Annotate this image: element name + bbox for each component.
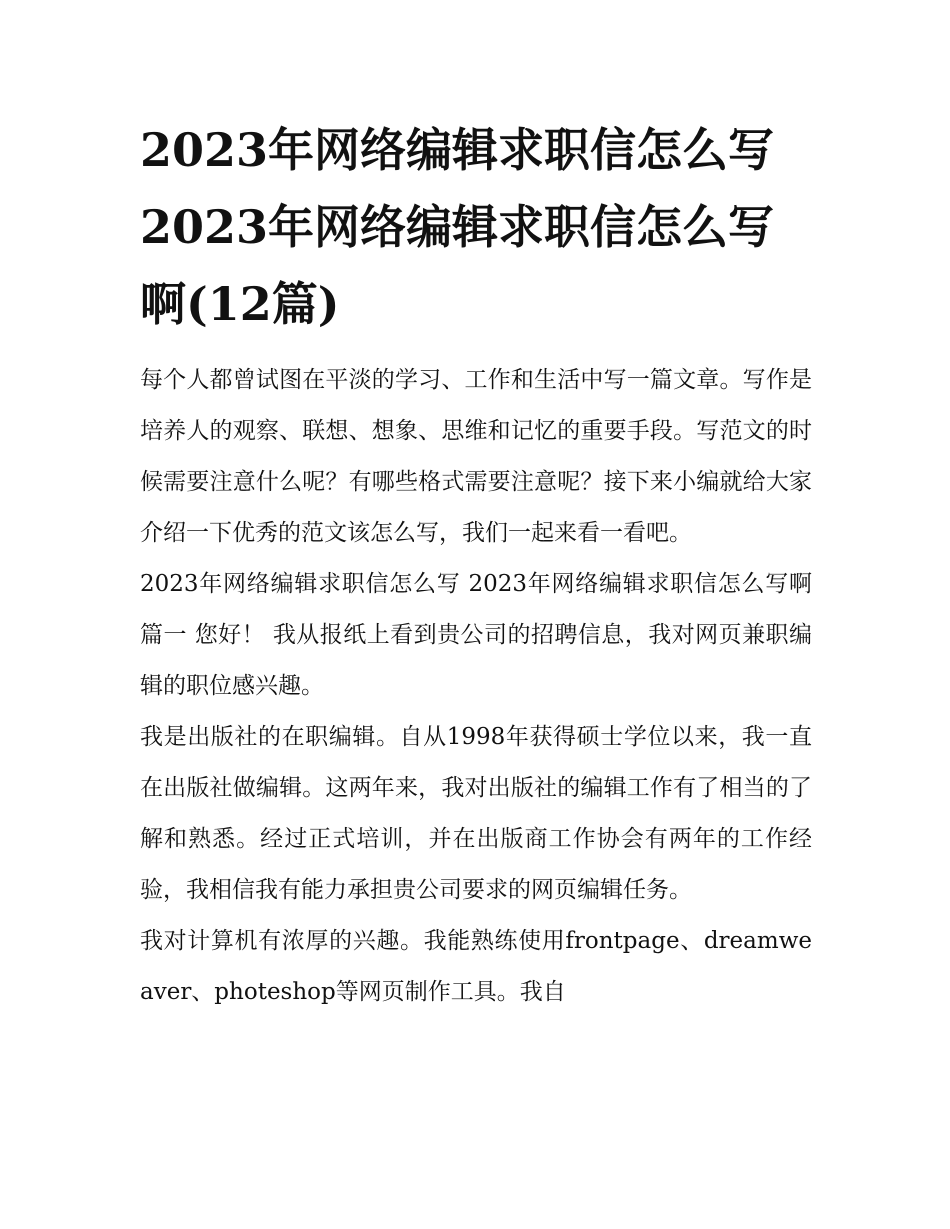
paragraph-experience: 我是出版社的在职编辑。自从1998年获得硕士学位以来，我一直在出版社做编辑。这两年来，我对出版社的编辑工作有了相当的了解和熟悉。经过正式培训，并在出版商工作协会有两年的工作经验，我相信我有能力承担贵公司要求的网页编辑任务。 <box>140 724 812 903</box>
document-title: 2023年网络编辑求职信怎么写 2023年网络编辑求职信怎么写啊(12篇) <box>140 123 775 331</box>
paragraph-intro: 每个人都曾试图在平淡的学习、工作和生活中写一篇文章。写作是培养人的观察、联想、想象、思维和记忆的重要手段。写范文的时候需要注意什么呢？有哪些格式需要注意呢？接下来小编就给大家介绍一下优秀的范文该怎么写，我们一起来看一看吧。 <box>140 367 812 546</box>
paragraph-greeting: 2023年网络编辑求职信怎么写 2023年网络编辑求职信怎么写啊篇一 您好！ 我从报纸上看到贵公司的招聘信息，我对网页兼职编辑的职位感兴趣。 <box>140 571 812 699</box>
paragraph-skills: 我对计算机有浓厚的兴趣。我能熟练使用frontpage、dreamweaver、photeshop等网页制作工具。我自 <box>140 928 812 1005</box>
document-body <box>140 112 812 1018</box>
